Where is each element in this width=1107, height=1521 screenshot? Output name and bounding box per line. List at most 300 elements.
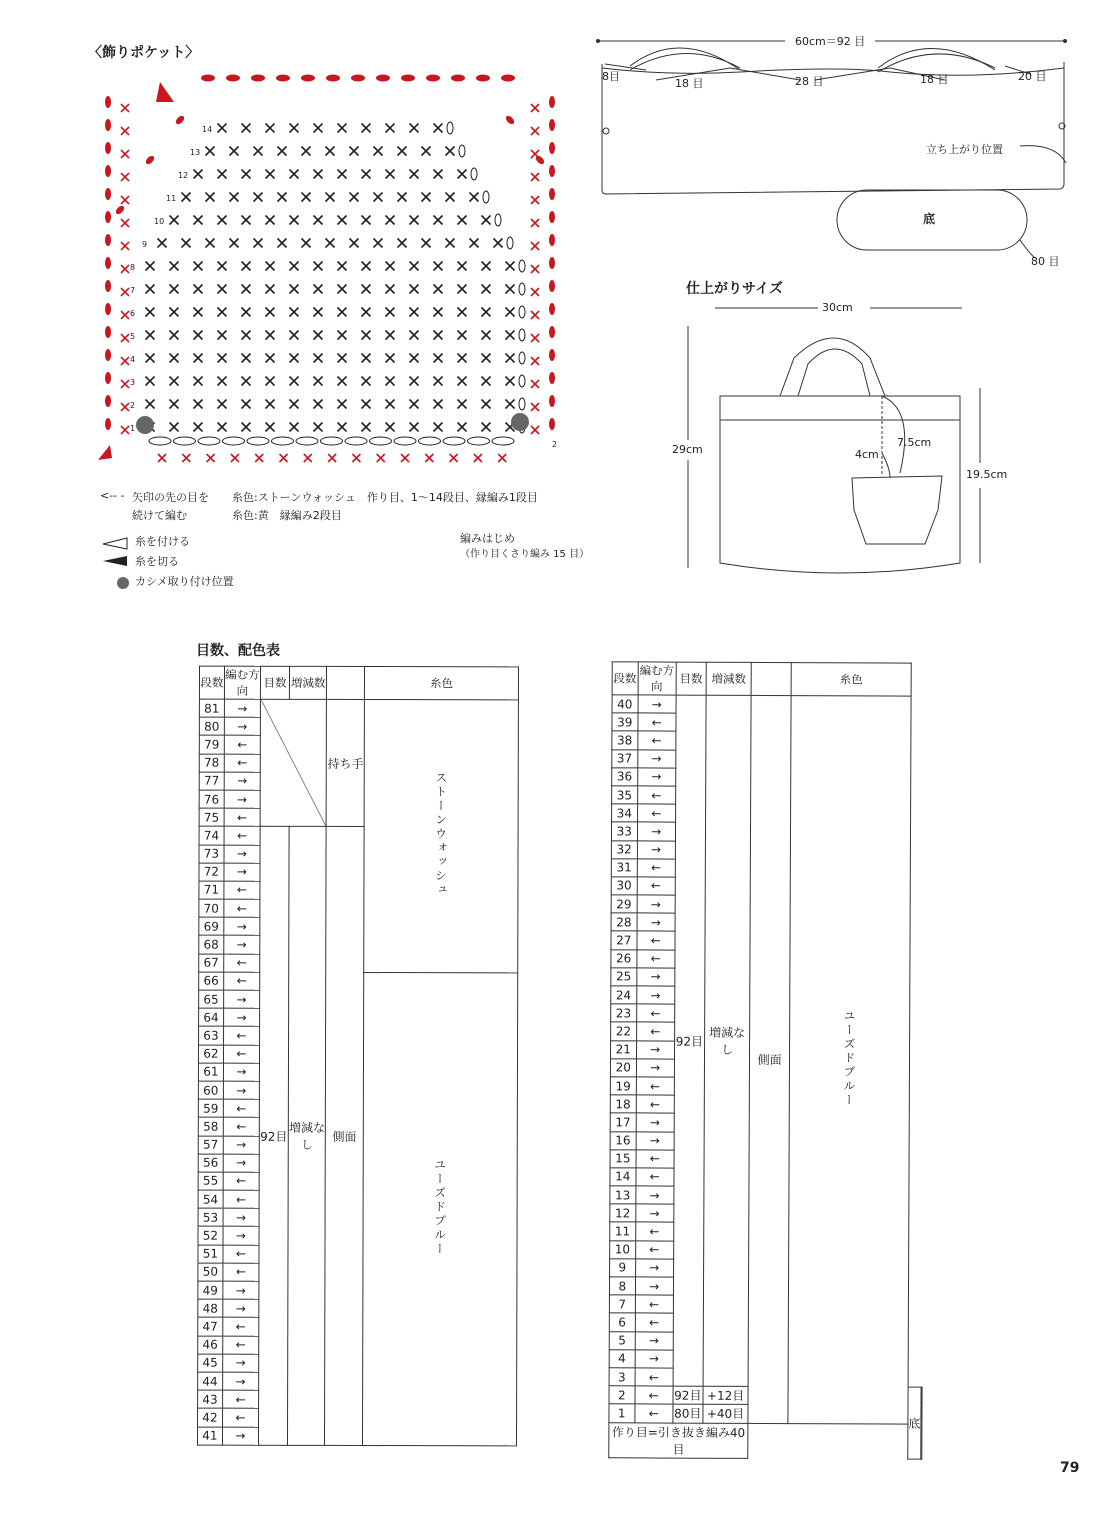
legend-yarn2: 糸色:黄 縁編み2段目 [232, 509, 342, 522]
foundation-chain [492, 437, 514, 445]
legend-arrow-note: 矢印の先の目を [132, 491, 209, 504]
rivet-dot [511, 413, 529, 431]
sc-stitch [206, 239, 215, 248]
sc-stitch [254, 147, 263, 156]
sc-stitch [374, 239, 383, 248]
sc-stitch [230, 239, 239, 248]
used-blue-cell [362, 972, 517, 1445]
border-sc [121, 127, 129, 135]
sc-stitch [314, 124, 323, 133]
border-chain [549, 418, 555, 430]
row-direction: ← [636, 950, 674, 968]
border-sc [121, 334, 129, 342]
sc-stitch [338, 216, 347, 225]
border-sc [304, 454, 312, 462]
cut-yarn-marker [98, 445, 112, 460]
sc-stitch [338, 262, 347, 271]
border-sc [425, 454, 433, 462]
sc-stitch [362, 377, 371, 386]
border-sc [531, 196, 539, 204]
row-number: 50 [198, 1263, 223, 1281]
row-direction: ← [223, 1318, 259, 1336]
sc-stitch [206, 193, 215, 202]
row-number: 5 [609, 1331, 635, 1349]
th-yarn-r: 糸色 [791, 663, 911, 697]
border-chain [105, 326, 111, 338]
legend-arrow-icon: <-- - [100, 489, 125, 502]
foundation-chain [296, 437, 318, 445]
sc-stitch [266, 423, 275, 432]
sc-stitch [218, 377, 227, 386]
row-number-label: 3 [130, 378, 136, 387]
bottom-label: 底 [923, 212, 936, 226]
row-number: 80 [199, 717, 224, 735]
handle-cell: 持ち手 [327, 699, 365, 826]
sc-stitch [362, 262, 371, 271]
border-sc [531, 127, 539, 135]
start-label2: （作り目くさり編み 15 目） [460, 549, 590, 560]
sc-stitch [170, 285, 179, 294]
sc-stitch [350, 239, 359, 248]
row-direction: → [224, 717, 260, 735]
row-number: 19 [610, 1077, 636, 1095]
sc-stitch [278, 239, 287, 248]
row-number: 70 [199, 899, 224, 917]
border-sc [121, 403, 129, 411]
sc-stitch [146, 331, 155, 340]
foundation-chain [247, 437, 269, 445]
sc-stitch [410, 308, 419, 317]
row-number: 39 [612, 713, 638, 731]
row-direction: → [223, 990, 259, 1008]
row-direction: → [636, 1131, 674, 1149]
sc-stitch [362, 308, 371, 317]
sc-stitch [494, 239, 503, 248]
pocket-height: 7.5cm [897, 436, 932, 449]
sc-stitch [290, 124, 299, 133]
row-direction: → [635, 1259, 673, 1277]
sc-stitch [398, 239, 407, 248]
sc-stitch [434, 331, 443, 340]
sc-stitch [482, 308, 491, 317]
th-count: 目数 [260, 666, 289, 699]
sc-stitch [314, 354, 323, 363]
row-direction: → [638, 695, 676, 713]
sc-stitch [434, 124, 443, 133]
row-number: 76 [199, 790, 224, 808]
sc-stitch [506, 331, 515, 340]
border-sc [121, 380, 129, 388]
row-number: 37 [612, 749, 638, 767]
table-title: 目数、配色表 [196, 643, 280, 659]
sc-stitch [362, 170, 371, 179]
row-direction: ← [224, 826, 260, 844]
row-number-label: 11 [166, 194, 177, 203]
sc-stitch [146, 308, 155, 317]
sc-stitch [242, 216, 251, 225]
row-number: 34 [612, 804, 638, 822]
border-sc [531, 426, 539, 434]
row-number: 40 [612, 695, 638, 713]
sc-stitch [290, 308, 299, 317]
border-sc [450, 454, 458, 462]
sc-stitch [146, 262, 155, 271]
side-panel-diagram [590, 28, 1080, 273]
border-chain [301, 75, 315, 82]
count-cell: 92目 [673, 695, 706, 1386]
row-direction: → [635, 1350, 673, 1368]
sc-stitch [386, 124, 395, 133]
sc-stitch [482, 377, 491, 386]
row-number: 48 [198, 1299, 223, 1317]
chain-loop [519, 398, 525, 410]
finish-body-height: 19.5cm [966, 468, 1008, 481]
sc-stitch [386, 262, 395, 271]
sc-stitch [266, 170, 275, 179]
border-sc [121, 265, 129, 273]
sc-stitch [434, 354, 443, 363]
border-sc [121, 150, 129, 158]
sc-stitch [434, 262, 443, 271]
page-number: 79 [1060, 1460, 1080, 1476]
row-number: 62 [198, 1045, 223, 1063]
foundation-chain [223, 437, 245, 445]
row-number: 79 [199, 735, 224, 753]
row-direction: ← [223, 1263, 259, 1281]
row-direction: → [637, 749, 675, 767]
row-number: 59 [198, 1099, 223, 1117]
sc-stitch [458, 262, 467, 271]
sc-stitch [458, 331, 467, 340]
border-chain [105, 188, 111, 200]
sc-stitch [386, 216, 395, 225]
chain-loop [447, 122, 453, 134]
row-direction: ← [223, 1190, 259, 1208]
sc-stitch [434, 285, 443, 294]
row-number: 61 [198, 1063, 223, 1081]
side-cell: 側面 [748, 695, 791, 1423]
pocket-stitch-chart [90, 60, 570, 480]
row-number-label: 1 [130, 424, 136, 433]
border-sc [531, 357, 539, 365]
row-direction: ← [637, 859, 675, 877]
sc-stitch [146, 285, 155, 294]
sc-stitch [338, 400, 347, 409]
sc-stitch [410, 170, 419, 179]
sc-stitch [338, 377, 347, 386]
row-number: 15 [610, 1150, 636, 1168]
sc-stitch [146, 400, 155, 409]
sc-stitch [290, 170, 299, 179]
row-direction: ← [637, 731, 675, 749]
row-cell: ← [635, 1386, 673, 1404]
sc-stitch [194, 308, 203, 317]
row-number: 14 [610, 1168, 636, 1186]
border-sc [498, 454, 506, 462]
th-dir: 編む方向 [225, 667, 260, 698]
sc-stitch [410, 216, 419, 225]
border-chain [105, 142, 111, 154]
row-number-label: 9 [142, 240, 148, 249]
border-chain [549, 280, 555, 292]
row-direction: → [222, 1354, 258, 1372]
row-number: 67 [199, 954, 224, 972]
legend-button: カシメ取り付け位置 [135, 575, 234, 588]
sc-stitch [446, 147, 455, 156]
border-chain [105, 395, 111, 407]
row-number: 18 [610, 1095, 636, 1113]
sc-stitch [266, 377, 275, 386]
legend-attach: 糸を付ける [135, 535, 190, 548]
border-chain [549, 326, 555, 338]
row-direction: → [635, 1277, 673, 1295]
row-cell: ← [634, 1404, 672, 1422]
row-number-label: 14 [202, 125, 213, 134]
row-number: 31 [611, 859, 637, 877]
sc-stitch [410, 377, 419, 386]
row-number: 41 [197, 1427, 222, 1445]
th-incdec: 増減数 [289, 666, 327, 699]
chain-loop [519, 306, 525, 318]
row-direction: → [224, 917, 260, 935]
sc-stitch [290, 400, 299, 409]
row-direction: ← [223, 1172, 259, 1190]
legend-yarn1: 糸色:ストーンウォッシュ 作り目、1〜14段目、縁編み1段目 [232, 491, 538, 504]
sc-stitch [218, 400, 227, 409]
row-direction: → [224, 772, 260, 790]
row-direction: ← [635, 1168, 673, 1186]
sc-stitch [506, 400, 515, 409]
base-cell: 底 [908, 1387, 921, 1458]
used-blue-label: ユーズドブルー [841, 1009, 857, 1108]
border-chain [549, 257, 555, 269]
row-number: 45 [198, 1354, 223, 1372]
border-sc [121, 288, 129, 296]
row-number: 22 [611, 1022, 637, 1040]
sc-stitch [266, 285, 275, 294]
row-number: 10 [610, 1240, 636, 1258]
border-sc [121, 196, 129, 204]
sc-stitch [470, 239, 479, 248]
border-sc [531, 380, 539, 388]
row-number: 44 [198, 1372, 223, 1390]
border-chain [105, 257, 111, 269]
row-direction: ← [224, 881, 260, 899]
sc-stitch [338, 308, 347, 317]
row-number: 25 [611, 968, 637, 986]
border-chain [251, 75, 265, 82]
row-direction: ← [635, 1222, 673, 1240]
sc-stitch [410, 354, 419, 363]
row-number: 21 [611, 1040, 637, 1058]
sc-stitch [302, 193, 311, 202]
row-number: 23 [611, 1004, 637, 1022]
row-number-label: 13 [190, 148, 201, 157]
row-number: 81 [199, 699, 224, 717]
border-chain [105, 211, 111, 223]
border-chain [226, 75, 240, 82]
sc-stitch [338, 423, 347, 432]
row-direction: ← [224, 899, 260, 917]
stonewash-label: ストーンウォッシュ [433, 771, 448, 898]
border-sc [231, 454, 239, 462]
sc-stitch [242, 170, 251, 179]
sc-stitch [302, 147, 311, 156]
sc-stitch [206, 147, 215, 156]
sc-stitch [218, 423, 227, 432]
border-chain [105, 234, 111, 246]
sc-stitch [170, 308, 179, 317]
sc-stitch [326, 193, 335, 202]
cut-yarn-icon [100, 553, 130, 573]
row-direction: ← [223, 972, 259, 990]
th-part-r [751, 662, 791, 695]
foundation-cell: 作り目=引き抜き編み40目 [609, 1422, 748, 1458]
foundation-chain [149, 437, 171, 445]
row-number: 30 [611, 877, 637, 895]
row-direction: ← [224, 954, 260, 972]
th-count-r: 目数 [676, 662, 706, 695]
row-direction: → [223, 1281, 259, 1299]
border-sc [121, 173, 129, 181]
sc-stitch [446, 193, 455, 202]
sc-stitch [362, 124, 371, 133]
sc-stitch [434, 216, 443, 225]
sc-stitch [230, 193, 239, 202]
row-number: 6 [609, 1313, 635, 1331]
row-direction: ← [637, 713, 675, 731]
row-number: 24 [611, 986, 637, 1004]
sc-stitch [434, 377, 443, 386]
border-sc [531, 173, 539, 181]
sc-stitch [338, 124, 347, 133]
sc-stitch [146, 354, 155, 363]
row-direction: ← [636, 1095, 674, 1113]
row-direction: → [223, 1136, 259, 1154]
row-number: 54 [198, 1190, 223, 1208]
chain-loop [519, 329, 525, 341]
row-direction: → [635, 1186, 673, 1204]
sc-stitch [350, 193, 359, 202]
sc-stitch [338, 170, 347, 179]
border-sc [531, 242, 539, 250]
row-direction: → [224, 845, 260, 863]
sc-stitch [242, 354, 251, 363]
row-direction: → [636, 986, 674, 1004]
border-chain [549, 211, 555, 223]
sc-stitch [290, 285, 299, 294]
sc-stitch [362, 423, 371, 432]
start-row-label: 2 [552, 440, 558, 449]
border-sc [158, 454, 166, 462]
sc-stitch [506, 354, 515, 363]
sc-stitch [482, 400, 491, 409]
sc-stitch [482, 262, 491, 271]
foundation-chain [345, 437, 367, 445]
sc-stitch [266, 354, 275, 363]
row-direction: ← [223, 1117, 259, 1135]
row-number: 57 [198, 1136, 223, 1154]
chain-loop [471, 168, 477, 180]
border-sc [121, 357, 129, 365]
sc-stitch [338, 331, 347, 340]
sc-stitch [386, 377, 395, 386]
row-number: 32 [611, 840, 637, 858]
seg3-label: 28 目 [795, 75, 824, 88]
border-sc [121, 242, 129, 250]
sc-stitch [362, 331, 371, 340]
foundation-chain [443, 437, 465, 445]
sc-stitch [266, 308, 275, 317]
sc-stitch [386, 308, 395, 317]
border-chain [504, 114, 515, 125]
sc-stitch [374, 147, 383, 156]
sc-stitch [314, 377, 323, 386]
border-chain [105, 303, 111, 315]
sc-stitch [410, 262, 419, 271]
sc-stitch [434, 400, 443, 409]
border-chain [401, 75, 415, 82]
row-direction: ← [635, 1241, 673, 1259]
border-chain [549, 142, 555, 154]
sc-stitch [290, 216, 299, 225]
border-chain [201, 75, 215, 82]
row-direction: → [637, 822, 675, 840]
foundation-chain [174, 437, 196, 445]
rivet-dot-icon [116, 576, 130, 590]
row-direction: ← [635, 1368, 673, 1386]
sc-stitch [242, 400, 251, 409]
row-number: 17 [610, 1113, 636, 1131]
row-number: 60 [198, 1081, 223, 1099]
sc-stitch [458, 216, 467, 225]
sc-stitch [386, 354, 395, 363]
border-chain [114, 204, 125, 215]
sc-stitch [170, 377, 179, 386]
row-number: 71 [199, 881, 224, 899]
row-number: 4 [609, 1350, 635, 1368]
sc-stitch [266, 262, 275, 271]
row-number: 75 [199, 808, 224, 826]
sc-stitch [434, 308, 443, 317]
sc-stitch [254, 193, 263, 202]
row-number: 64 [199, 1008, 224, 1026]
border-sc [531, 403, 539, 411]
foundation-chain [394, 437, 416, 445]
sc-stitch [194, 377, 203, 386]
sc-stitch [458, 308, 467, 317]
row-number-label: 12 [178, 171, 189, 180]
row-number: 8 [609, 1277, 635, 1295]
sc-stitch [182, 239, 191, 248]
row-direction: → [224, 863, 260, 881]
rows-table-left [197, 666, 519, 1447]
seg2-label: 18 目 [675, 77, 704, 90]
legend-arrow-note2: 続けて編む [132, 509, 187, 522]
sc-stitch [242, 285, 251, 294]
border-chain [144, 154, 155, 165]
sc-stitch [326, 147, 335, 156]
row-number: 72 [199, 863, 224, 881]
row-cell: 2 [609, 1386, 635, 1404]
border-chain [105, 372, 111, 384]
sc-stitch [278, 147, 287, 156]
sc-stitch [506, 285, 515, 294]
sc-stitch [242, 124, 251, 133]
row-direction: → [223, 1154, 259, 1172]
row-number: 28 [611, 913, 637, 931]
chain-loop [519, 375, 525, 387]
